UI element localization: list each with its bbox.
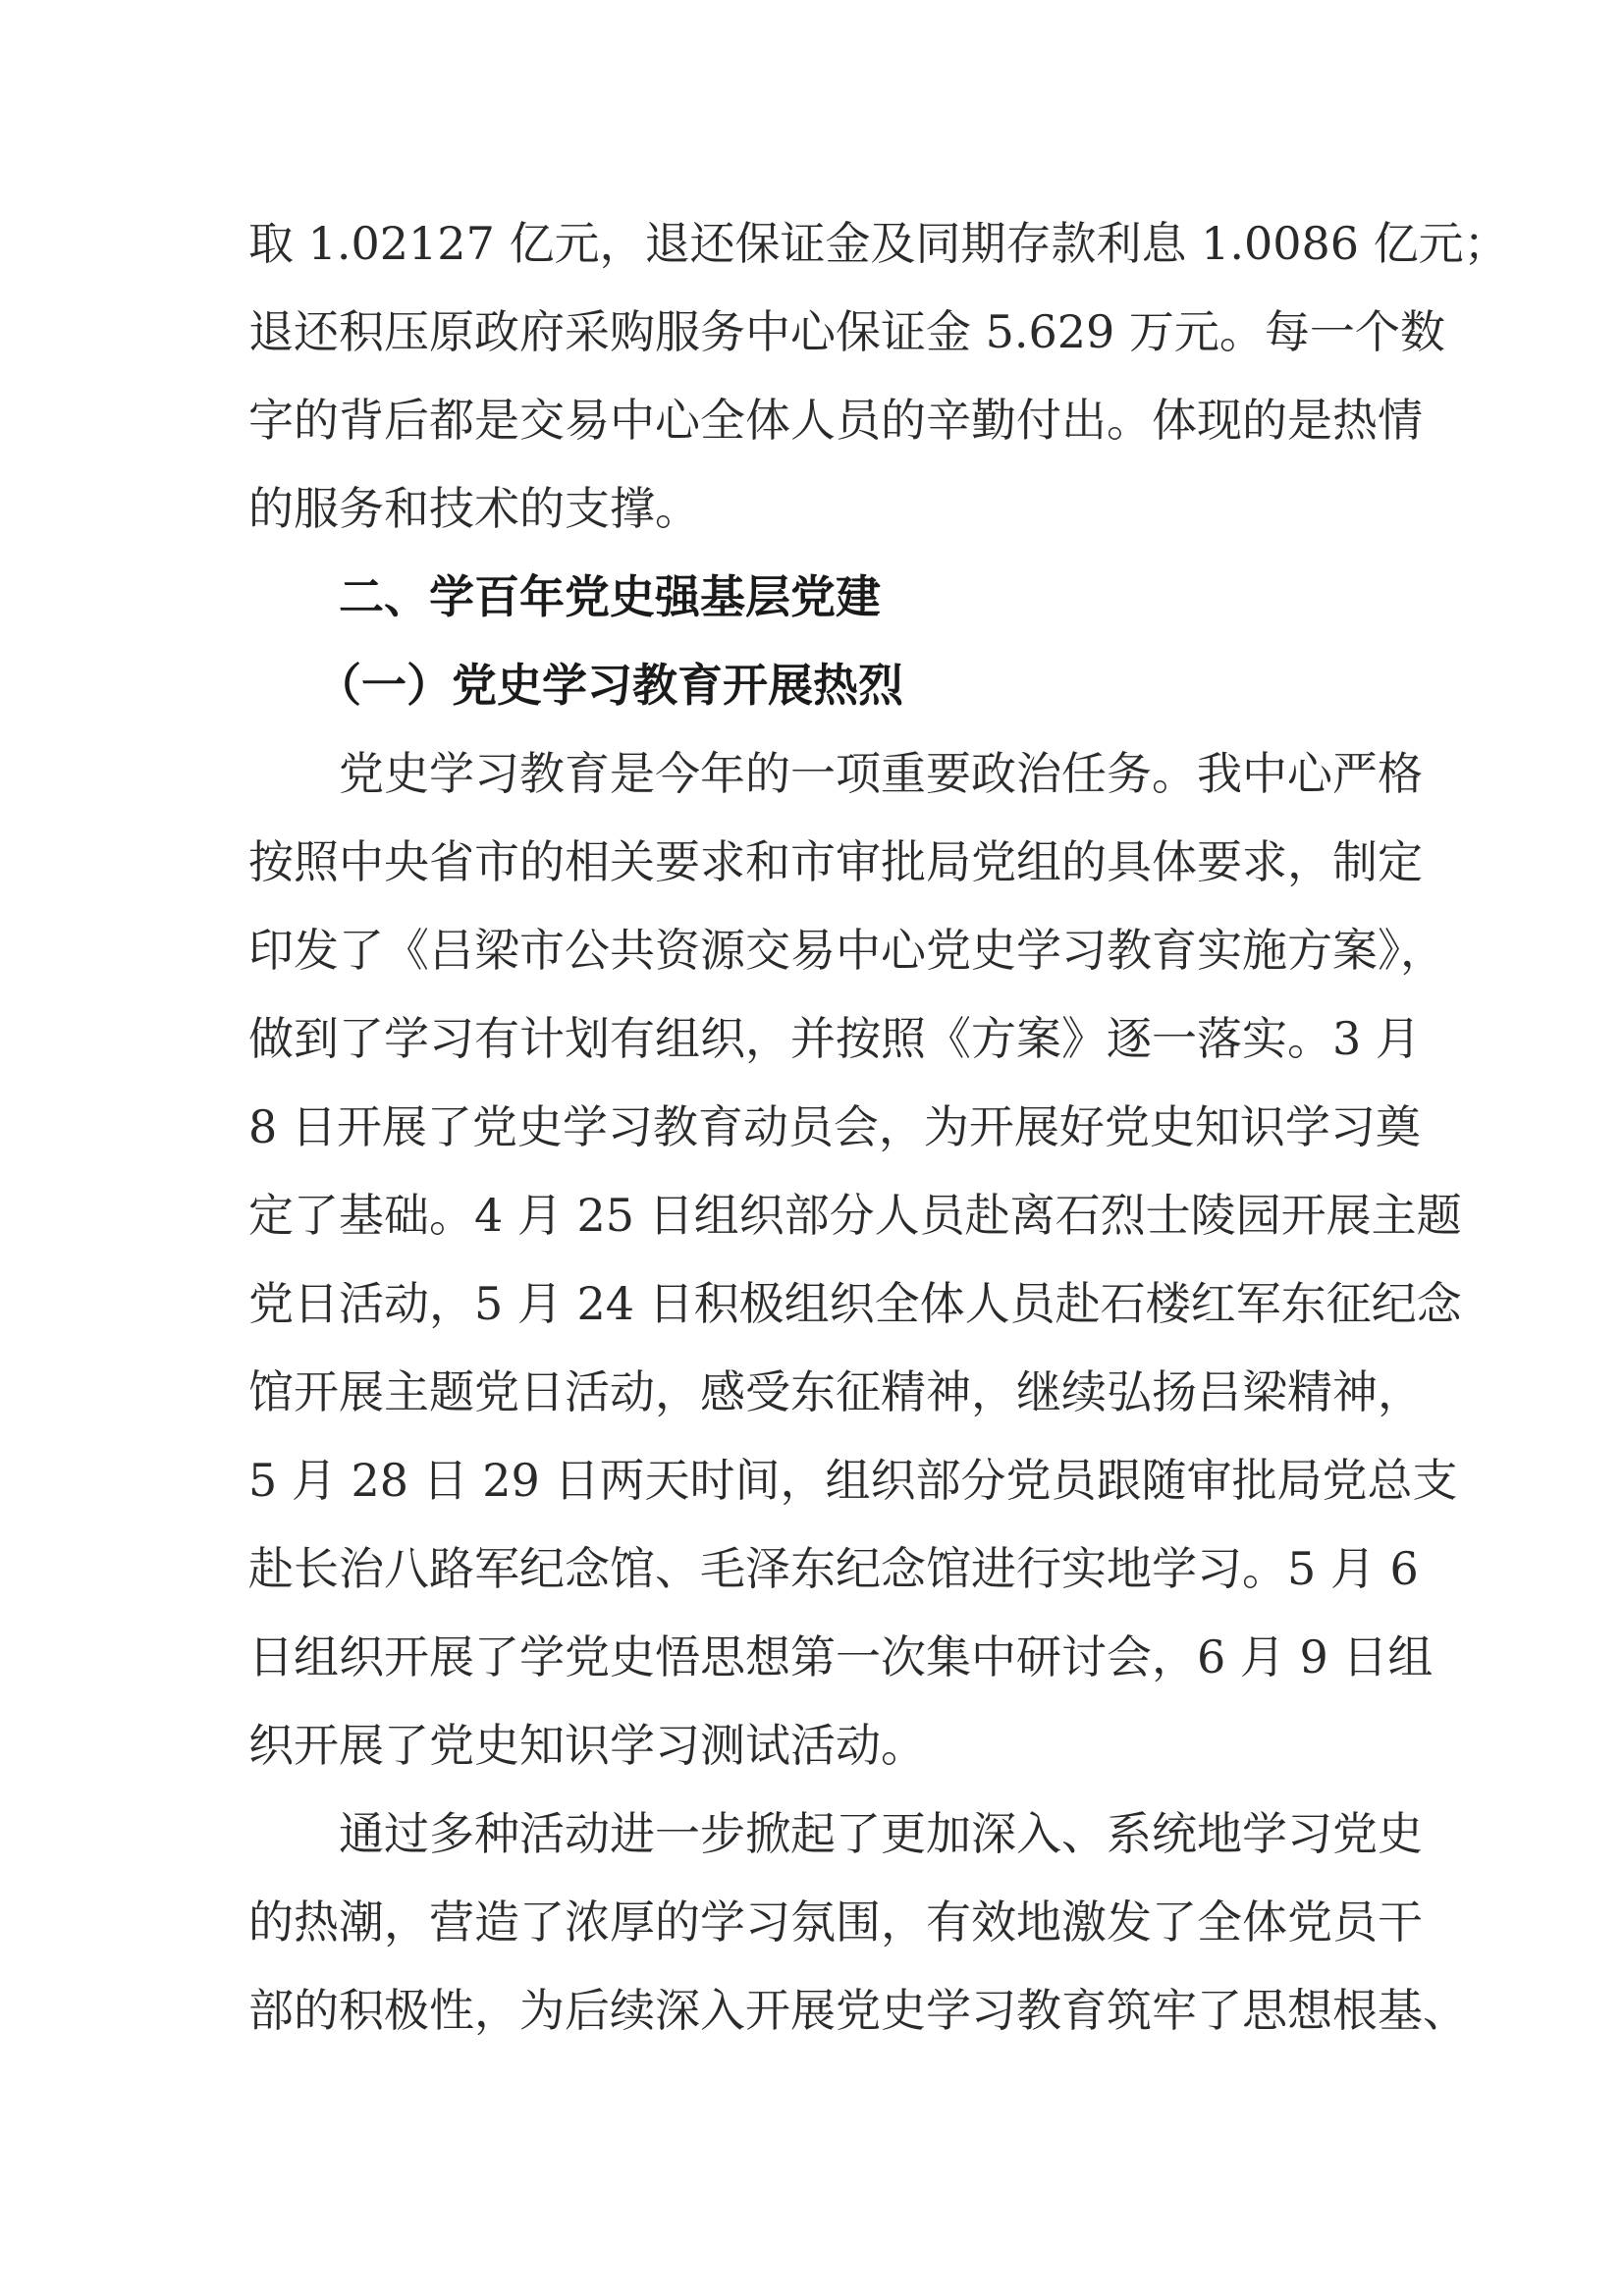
paragraph-3-line-1: 通过多种活动进一步掀起了更加深入、系统地学习党史 (339, 1807, 1423, 1860)
paragraph-1-line-1: 取 1.02127 亿元，退还保证金及同期存款利息 1.0086 亿元； (248, 217, 1509, 270)
paragraph-1-line-4: 的服务和技术的支撑。 (248, 482, 700, 535)
paragraph-2-line-3: 印发了《吕梁市公共资源交易中心党史学习教育实施方案》， (248, 924, 1445, 977)
paragraph-2-line-5: 8 日开展了党史学习教育动员会，为开展好党史知识学习奠 (248, 1100, 1421, 1153)
paragraph-3-line-3: 部的积极性，为后续深入开展党史学习教育筑牢了思想根基、 (248, 1984, 1468, 2037)
paragraph-2-line-1: 党史学习教育是今年的一项重要政治任务。我中心严格 (339, 747, 1423, 800)
paragraph-1-line-3: 字的背后都是交易中心全体人员的辛勤付出。体现的是热情 (248, 394, 1423, 447)
paragraph-2-line-11: 日组织开展了学党史悟思想第一次集中研讨会，6 月 9 日组 (248, 1630, 1434, 1683)
paragraph-1-line-2: 退还积压原政府采购服务中心保证金 5.629 万元。每一个数 (248, 305, 1445, 358)
paragraph-2-line-10: 赴长治八路军纪念馆、毛泽东纪念馆进行实地学习。5 月 6 (248, 1542, 1419, 1595)
paragraph-2-line-7: 党日活动，5 月 24 日积极组织全体人员赴石楼红军东征纪念 (248, 1277, 1462, 1330)
paragraph-2-line-8: 馆开展主题党日活动，感受东征精神，继续弘扬吕梁精神， (248, 1365, 1423, 1418)
paragraph-2-line-4: 做到了学习有计划有组织，并按照《方案》逐一落实。3 月 (248, 1012, 1421, 1065)
paragraph-2-line-12: 织开展了党史知识学习测试活动。 (248, 1719, 926, 1772)
paragraph-3-line-2: 的热潮，营造了浓厚的学习氛围，有效地激发了全体党员干 (248, 1896, 1423, 1949)
section-heading: 二、学百年党史强基层党建 (339, 570, 881, 623)
subsection-heading: （一）党史学习教育开展热烈 (316, 659, 903, 712)
paragraph-2-line-2: 按照中央省市的相关要求和市审批局党组的具体要求，制定 (248, 835, 1423, 888)
paragraph-2-line-9: 5 月 28 日 29 日两天时间，组织部分党员跟随审批局党总支 (248, 1454, 1458, 1507)
paragraph-2-line-6: 定了基础。4 月 25 日组织部分人员赴离石烈士陵园开展主题 (248, 1189, 1462, 1242)
